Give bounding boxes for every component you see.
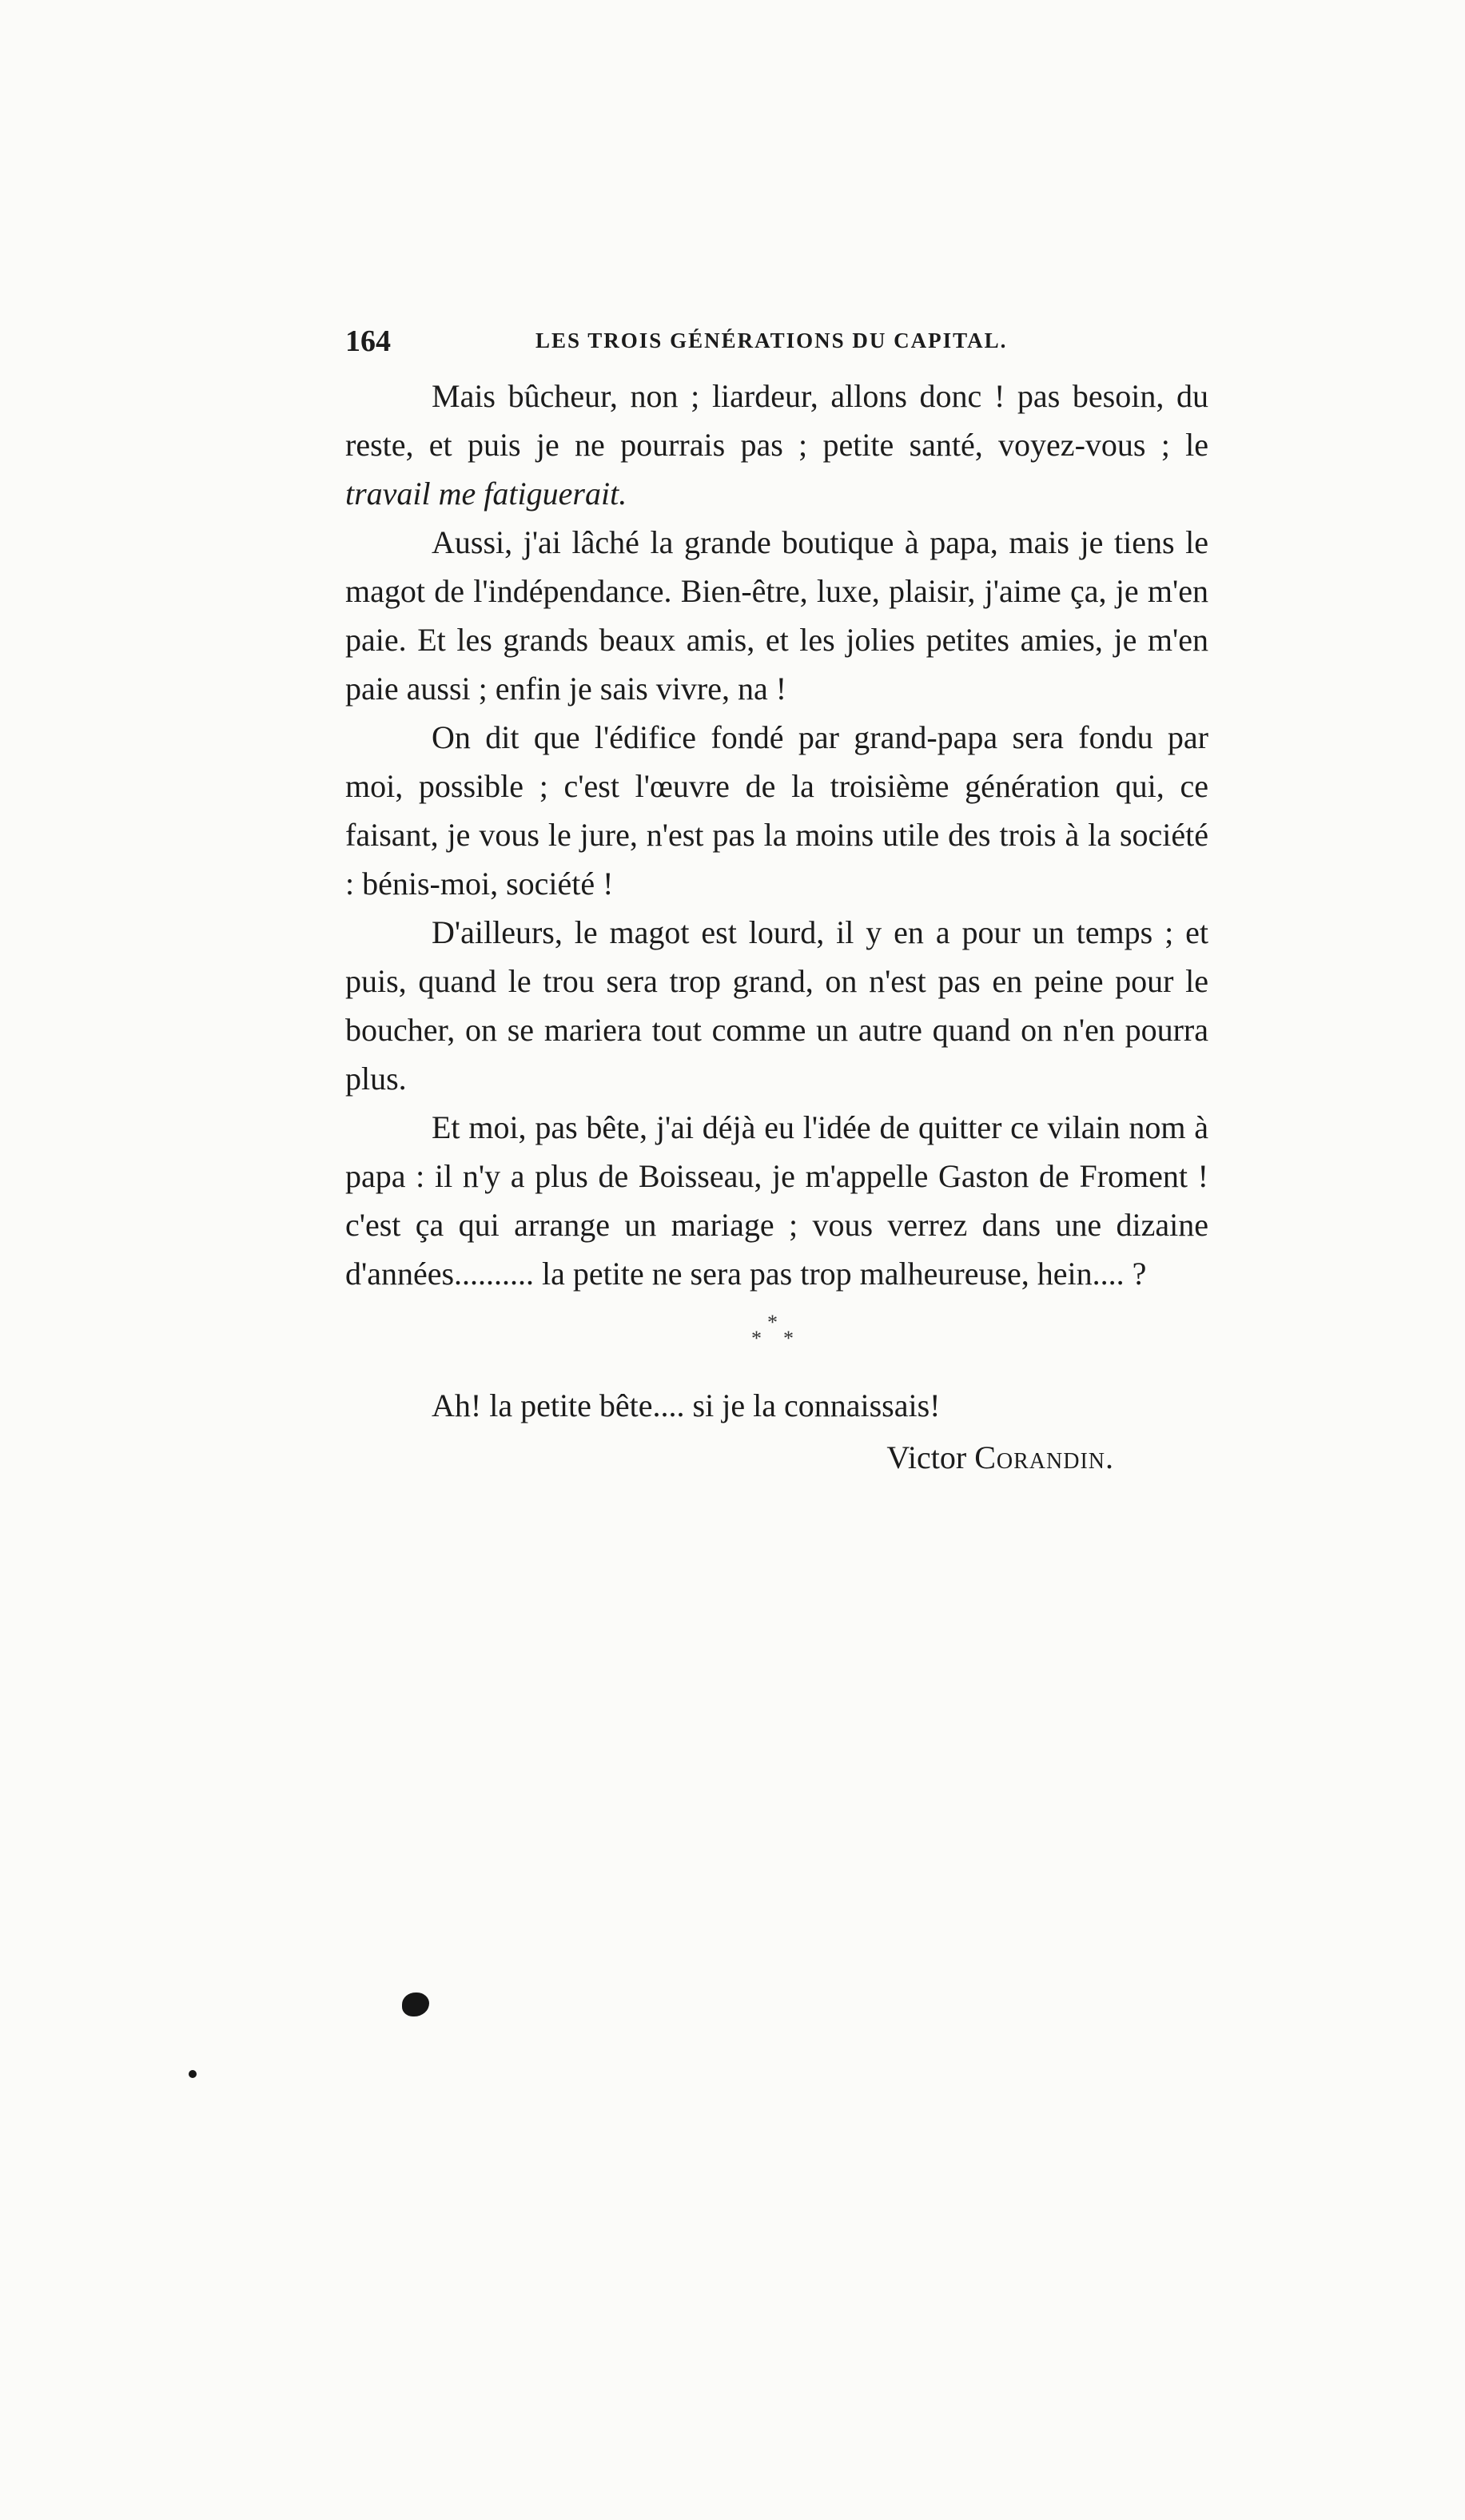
paragraph-4: D'ailleurs, le magot est lourd, il y en a pour un temps ; et puis, quand le trou sera trop grand, on n'est pas en peine pour le boucher, on se mariera tout comme un autre quand on n'en pourra plus. [345,914,1208,1097]
paragraph-1 [345,372,1208,518]
paragraph-3: On dit que l'édifice fondé par grand-papa sera fondu par moi, possible ; c'est l'œuvre de la troisième génération qui, ce faisant, je vous le jure, n'est pas la moins utile des trois à la société : bénis-moi, société ! [345,719,1208,902]
ink-blot [402,1993,429,2016]
paragraph-1-emphasis: travail me fatiguerait. [345,476,627,512]
ink-dot [189,2070,197,2078]
running-title: LES TROIS GÉNÉRATIONS DU CAPITAL. [535,328,1008,352]
author-last-name: Corandin. [974,1439,1114,1475]
closing-line: Ah! la petite bête.... si je la connaissais! [432,1387,941,1423]
signature [345,1433,1208,1482]
page-text [345,324,1208,1482]
asterism-star-top: * [767,1311,778,1334]
author-first-name: Victor [886,1439,967,1475]
paragraph-2: Aussi, j'ai lâché la grande boutique à papa, mais je tiens le magot de l'indépendance. Bien-être, luxe, plaisir, j'aime ça, je m'en paie. Et les grands beaux amis, et les jolies petites amies, je m'en paie aussi ; enfin je sais vivre, na ! [345,524,1208,707]
running-head [345,324,1208,372]
asterism-separator [345,1312,1208,1370]
paragraph-5: Et moi, pas bête, j'ai déjà eu l'idée de quitter ce vilain nom à papa : il n'y a plus de Boisseau, je m'appelle Gaston de Froment ! c'est ça qui arrange un mariage ; vous verrez dans une dizaine d'années.......... la petite ne sera pas trop malheureuse, hein.... ? [345,1109,1208,1292]
page-number: 164 [345,324,391,358]
paragraph-1-text: Mais bûcheur, non ; liardeur, allons donc ! pas besoin, du reste, et puis je ne pourrais pas ; petite santé, voyez-vous ; le [345,378,1208,463]
asterism-star-left: * [751,1327,762,1350]
asterism-star-right: * [783,1327,794,1350]
